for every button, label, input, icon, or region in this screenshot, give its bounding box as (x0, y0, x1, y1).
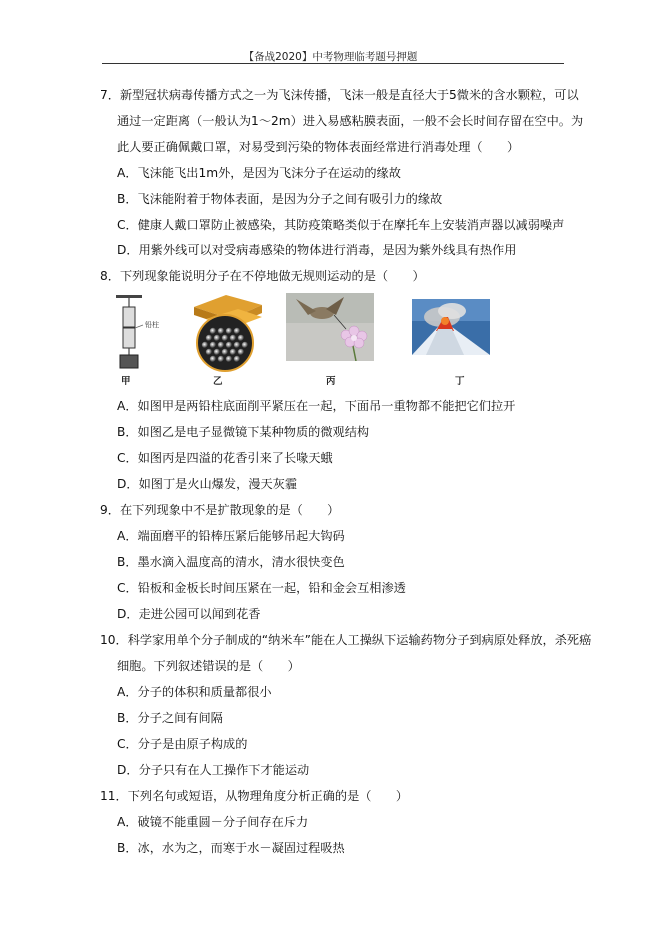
page-header: 【备战2020】中考物理临考题号押题 (243, 51, 418, 63)
q8-stem: 8．下列现象能说明分子在不停地做无规则运动的是（ ） (100, 269, 425, 283)
hawk-moth-flower-figure (286, 293, 374, 361)
q9-stem: 9．在下列现象中不是扩散现象的是（ ） (100, 503, 340, 517)
q10-option-c: C．分子是由原子构成的 (117, 737, 248, 751)
q8-option-a: A．如图甲是两铅柱底面削平紧压在一起，下面吊一重物都不能把它们拉开 (117, 399, 516, 413)
figure-label-jia: 甲 (121, 376, 131, 387)
q11-option-a: A．破镜不能重圆－分子间存在斥力 (117, 815, 309, 829)
q7-stem-line-3: 此人要正确佩戴口罩，对易受到污染的物体表面经常进行消毒处理（ ） (117, 140, 520, 154)
q7-option-b: B．飞沫能附着于物体表面，是因为分子之间有吸引力的缘故 (117, 192, 443, 206)
figure-label-ding: 丁 (455, 376, 465, 387)
q10-stem-line-2: 细胞。下列叙述错误的是（ ） (117, 659, 300, 673)
q10-option-a: A．分子的体积和质量都很小 (117, 685, 272, 699)
q7-option-d: D．用紫外线可以对受病毒感染的物体进行消毒，是因为紫外线具有热作用 (117, 243, 517, 257)
q7-stem-line-1: 7．新型冠状病毒传播方式之一为飞沫传播，飞沫一般是直径大于5微米的含水颗粒，可以 (100, 88, 579, 102)
q11-option-b: B．冰，水为之，而寒于水－凝固过程吸热 (117, 841, 345, 855)
lead-cylinder-label: 铅柱 (145, 321, 159, 329)
q10-stem-line-1: 10．科学家用单个分子制成的“纳米车”能在人工操纵下运输药物分子到病原处释放，杀死癌 (100, 633, 592, 647)
q8-figure-row (112, 293, 492, 383)
q7-option-a: A．飞沫能飞出1m外，是因为飞沫分子在运动的缘故 (117, 166, 401, 180)
gold-structure-figure (188, 293, 266, 375)
q10-option-b: B．分子之间有间隔 (117, 711, 223, 725)
q7-option-c: C．健康人戴口罩防止被感染，其防疫策略类似于在摩托车上安装消声器以减弱噪声 (117, 218, 565, 232)
volcano-figure (412, 299, 490, 355)
q9-option-c: C．铅板和金板长时间压紧在一起，铅和金会互相渗透 (117, 581, 406, 595)
q9-option-a: A．端面磨平的铅棒压紧后能够吊起大钩码 (117, 529, 345, 543)
q10-option-d: D．分子只有在人工操作下才能运动 (117, 763, 310, 777)
q11-stem: 11．下列名句或短语，从物理角度分析正确的是（ ） (100, 789, 409, 803)
lead-cylinders-figure (112, 293, 157, 371)
header-divider (102, 63, 564, 64)
figure-label-bing: 丙 (326, 376, 336, 387)
q8-option-b: B．如图乙是电子显微镜下某种物质的微观结构 (117, 425, 370, 439)
q9-option-b: B．墨水滴入温度高的清水，清水很快变色 (117, 555, 345, 569)
figure-label-yi: 乙 (213, 376, 223, 387)
q7-stem-line-2: 通过一定距离（一般认为1～2m）进入易感粘膜表面，一般不会长时间存留在空中。为 (117, 114, 584, 128)
q9-option-d: D．走进公园可以闻到花香 (117, 607, 261, 621)
q8-option-c: C．如图丙是四溢的花香引来了长喙天蛾 (117, 451, 333, 465)
q8-option-d: D．如图丁是火山爆发，漫天灰霾 (117, 477, 298, 491)
